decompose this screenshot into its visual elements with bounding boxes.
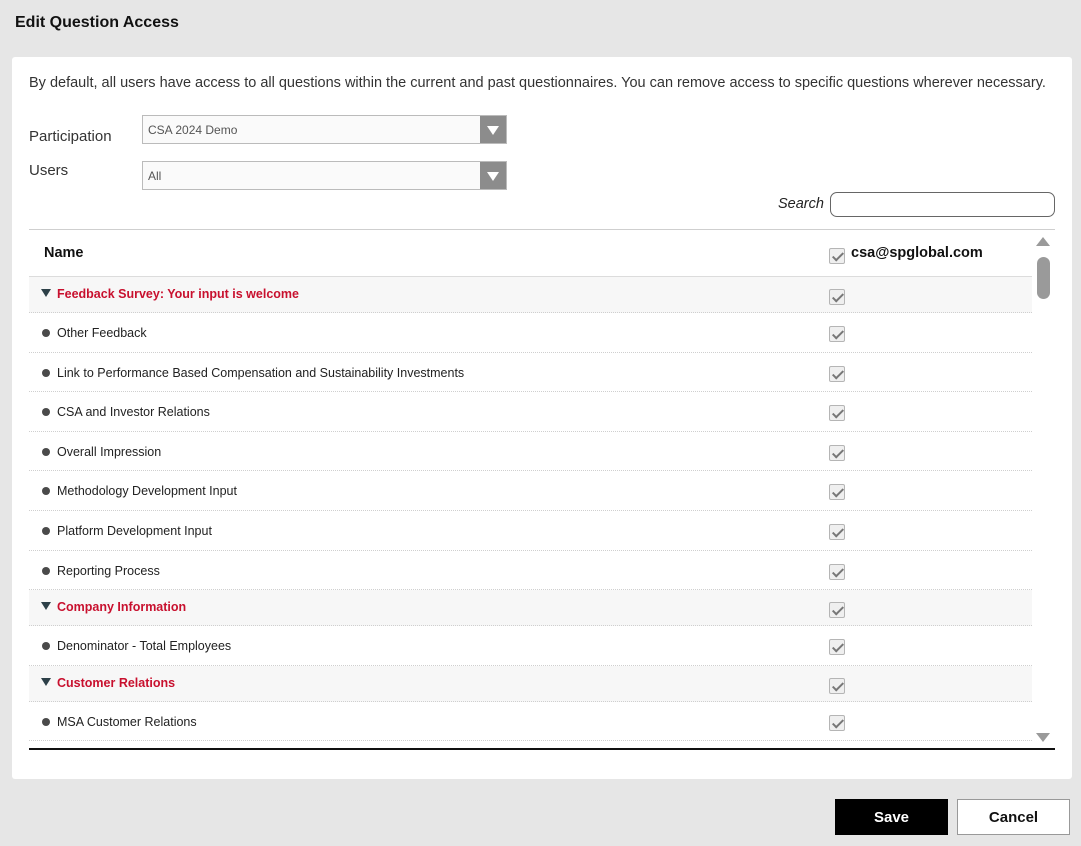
- bullet-icon: [42, 369, 50, 377]
- access-checkbox[interactable]: [829, 564, 845, 580]
- participation-label: Participation: [29, 128, 112, 145]
- table-row: [29, 392, 1032, 432]
- chevron-down-icon[interactable]: [480, 116, 506, 143]
- collapse-triangle-icon[interactable]: [41, 289, 51, 297]
- bullet-icon: [42, 527, 50, 535]
- table-body: [29, 277, 1032, 741]
- access-checkbox[interactable]: [829, 366, 845, 382]
- question-label: CSA and Investor Relations: [57, 405, 210, 420]
- table-row: [29, 313, 1032, 353]
- search-input[interactable]: [830, 192, 1055, 217]
- save-button[interactable]: Save: [835, 799, 948, 835]
- dialog-title: Edit Question Access: [15, 14, 179, 31]
- section-label: Customer Relations: [57, 675, 176, 690]
- access-checkbox[interactable]: [829, 678, 845, 694]
- question-label: Overall Impression: [57, 444, 162, 459]
- question-label: Methodology Development Input: [57, 484, 237, 499]
- access-checkbox[interactable]: [829, 715, 845, 731]
- table-row: [29, 702, 1032, 742]
- table-bottom-border: [29, 748, 1055, 750]
- section-row: [29, 277, 1032, 313]
- access-checkbox[interactable]: [829, 602, 845, 618]
- cancel-button[interactable]: Cancel: [957, 799, 1070, 835]
- access-checkbox[interactable]: [829, 445, 845, 461]
- table-row: [29, 432, 1032, 472]
- question-label: MSA Customer Relations: [57, 714, 197, 729]
- question-label: Reporting Process: [57, 563, 160, 578]
- access-panel: [12, 57, 1072, 779]
- table-row: [29, 511, 1032, 551]
- bullet-icon: [42, 567, 50, 575]
- intro-text: By default, all users have access to all questions within the current and past questionnaires. You can remove access to specific questions wherever necessary.: [29, 75, 1046, 91]
- access-checkbox[interactable]: [829, 524, 845, 540]
- collapse-triangle-icon[interactable]: [41, 602, 51, 610]
- bullet-icon: [42, 487, 50, 495]
- bullet-icon: [42, 718, 50, 726]
- access-checkbox[interactable]: [829, 405, 845, 421]
- access-table: [29, 230, 1032, 749]
- table-row: [29, 551, 1032, 591]
- scrollbar-thumb[interactable]: [1037, 257, 1050, 299]
- question-label: Platform Development Input: [57, 523, 212, 538]
- collapse-triangle-icon[interactable]: [41, 678, 51, 686]
- bullet-icon: [42, 408, 50, 416]
- table-row: [29, 353, 1032, 393]
- users-value: All: [148, 169, 162, 183]
- question-label: Other Feedback: [57, 326, 147, 340]
- question-label: Denominator - Total Employees: [57, 639, 232, 654]
- question-label: Link to Performance Based Compensation and Sustainability Investments: [57, 365, 465, 380]
- scroll-down-icon[interactable]: [1036, 733, 1050, 742]
- bullet-icon: [42, 448, 50, 456]
- participation-select[interactable]: [142, 115, 507, 144]
- table-header: [29, 230, 1032, 277]
- section-label: Company Information: [57, 600, 187, 615]
- bullet-icon: [42, 329, 50, 337]
- bullet-icon: [42, 642, 50, 650]
- users-select[interactable]: [142, 161, 507, 190]
- access-checkbox[interactable]: [829, 484, 845, 500]
- access-checkbox[interactable]: [829, 326, 845, 342]
- select-all-checkbox[interactable]: [829, 248, 845, 264]
- scroll-up-icon[interactable]: [1036, 237, 1050, 246]
- section-row: [29, 590, 1032, 626]
- name-column-header: Name: [44, 245, 84, 261]
- participation-value: CSA 2024 Demo: [148, 123, 238, 137]
- users-label: Users: [29, 162, 69, 179]
- access-checkbox[interactable]: [829, 639, 845, 655]
- access-checkbox[interactable]: [829, 289, 845, 305]
- table-row: [29, 471, 1032, 511]
- chevron-down-icon[interactable]: [480, 162, 506, 189]
- section-row: [29, 666, 1032, 702]
- table-row: [29, 626, 1032, 666]
- search-label: Search: [778, 196, 824, 212]
- user-column-header: csa@spglobal.com: [851, 245, 983, 261]
- section-label: Feedback Survey: Your input is welcome: [57, 287, 299, 301]
